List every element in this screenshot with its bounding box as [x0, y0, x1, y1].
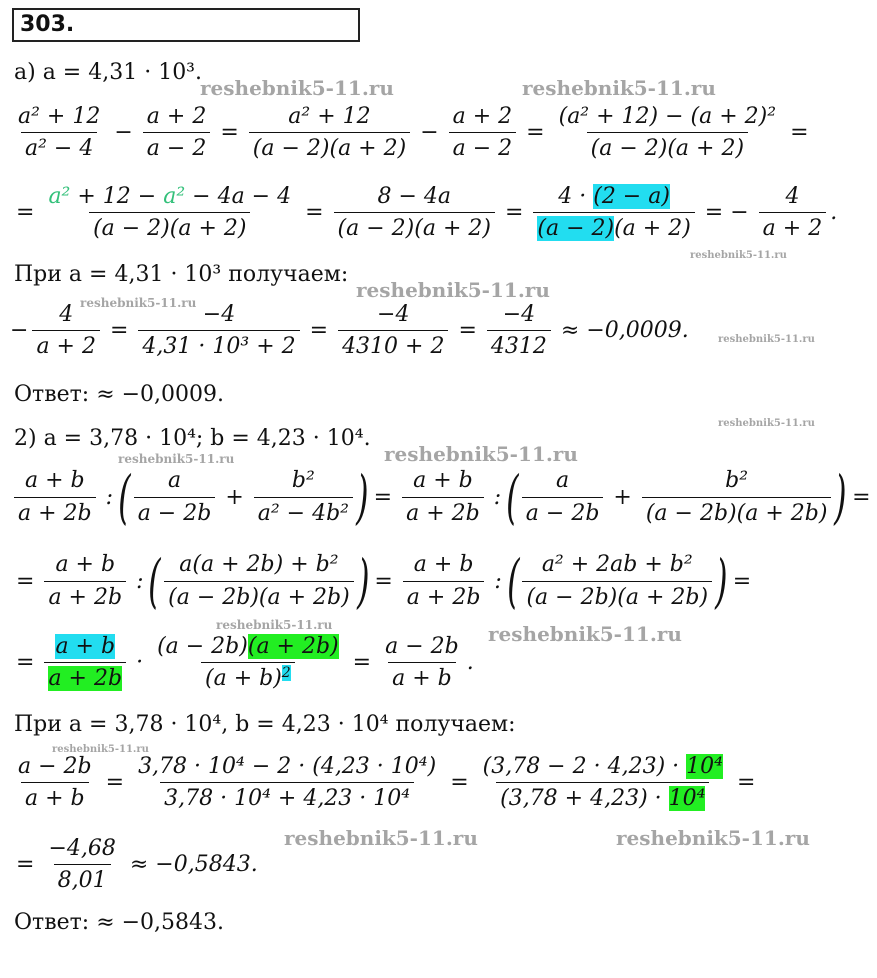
watermark: reshebnik5-11.ru [690, 250, 787, 261]
highlight-cyan: (a − 2) [537, 216, 615, 242]
highlight-cyan: a + b [55, 634, 116, 659]
part2-line5: = $\frac{-4,68}{8,01}$ ≈ −0,5843. [16, 836, 258, 894]
fraction: $\frac{a + b}{a + 2b}$ [14, 468, 96, 526]
fraction: $\frac{4}{a + 2}$ [32, 302, 100, 360]
part1-substitution: При a = 4,31 · 10³ получаем: [14, 262, 349, 287]
part1-line3: − $\frac{4}{a + 2}$ = $\frac{-4}{\text{4,31 · 10³ + 2}}$ = $\frac{-4}{4310 + 2}$ = $\frac{-4}{4312}$ ≈ −0,0009. [10, 302, 689, 360]
fraction: $\frac{a + 2}{a - 2}$ [449, 104, 517, 162]
part2-line4: $\frac{a - 2b}{a + b}$ = $\frac{\text{3,78 · 10⁴ − 2 · (4,23 · 10⁴)}}{\text{3,78 · 10⁴ + 4,23 · 10⁴}}$ = $\frac{\text{(3,78 − 2 · 4,23) · 10⁴}}{\text{(3,78 + 4,23) · 10⁴}}$ = [10, 754, 761, 812]
part1-given: а) a = 4,31 · 10³. [14, 60, 202, 85]
highlight-cyan: (2 − a) [593, 184, 670, 209]
part2-line1: $\frac{a + b}{a + 2b}$ : ( $\frac{a}{a - 2b}$ + $\frac{\text{b²}}{\text{a² − 4b²}}$ ) = $\frac{a + b}{a + 2b}$ : ( $\frac{a}{a - 2b}$ + $\frac{\text{b²}}{(a - 2b)(a + 2b)}$ ) = [10, 468, 877, 526]
watermark: reshebnik5-11.ru [616, 826, 810, 850]
fraction: $\frac{a}{a - 2b}$ [522, 468, 604, 526]
watermark: reshebnik5-11.ru [718, 334, 815, 345]
fraction: $\frac{\text{b²}}{\text{a² − 4b²}}$ [254, 468, 353, 526]
fraction: $\frac{(a - 2b)(a + 2b)}{(a + b)^2}$ [157, 634, 339, 692]
part2-substitution: При a = 3,78 · 10⁴, b = 4,23 · 10⁴ получаем: [14, 712, 516, 737]
highlight-green: (a + 2b) [247, 634, 339, 659]
part2-line2: = $\frac{a + b}{a + 2b}$ : ( $\frac{\text{a(a + 2b) + b²}}{(a - 2b)(a + 2b)}$ ) = $\frac{a + b}{a + 2b}$ : ( $\frac{\text{a² + 2ab + b²}}{(a - 2b)(a + 2b)}$ ) = [16, 547, 752, 615]
part1-answer: Ответ: ≈ −0,0009. [14, 382, 225, 407]
fraction: $\frac{a + b}{a + 2b}$ [402, 468, 484, 526]
watermark: reshebnik5-11.ru [52, 744, 149, 755]
highlight-cyan: 2 [281, 664, 291, 681]
fraction: $\frac{8 - 4a}{(a - 2)(a + 2)}$ [334, 184, 495, 242]
fraction: $\frac{-4,68}{8,01}$ [48, 836, 116, 894]
highlight-green: a + 2b [48, 666, 123, 692]
watermark: reshebnik5-11.ru [216, 618, 333, 632]
watermark: reshebnik5-11.ru [80, 296, 197, 310]
part2-answer: Ответ: ≈ −0,5843. [14, 910, 225, 935]
fraction: $\frac{-4}{4310 + 2}$ [338, 302, 448, 360]
fraction: $\frac{a - 2b}{a + b}$ [18, 754, 92, 812]
watermark: reshebnik5-11.ru [384, 442, 578, 466]
watermark: reshebnik5-11.ru [284, 826, 478, 850]
watermark: reshebnik5-11.ru [356, 278, 550, 302]
fraction: $\frac{\text{b²}}{(a - 2b)(a + 2b)}$ [642, 468, 832, 526]
fraction: $\frac{4}{a + 2}$ [759, 184, 827, 242]
watermark: reshebnik5-11.ru [200, 76, 394, 100]
highlight-green: 10⁴ [668, 786, 706, 812]
fraction: $\frac{a}{a - 2b}$ [134, 468, 216, 526]
fraction [44, 634, 126, 692]
fraction: $\frac{\text{a² + 2ab + b²}}{(a - 2b)(a + 2b)}$ [522, 552, 712, 610]
fraction: $\frac{a + 2}{a - 2}$ [143, 104, 211, 162]
watermark: reshebnik5-11.ru [522, 76, 716, 100]
part1-line2: = $\frac{\text{a² + 12 − a² − 4a − 4}}{(a - 2)(a + 2)}$ = $\frac{8 - 4a}{(a - 2)(a + 2)}$ = $\frac{4 \cdot (2 - a)}{(a - 2)(a + 2)}$ = − $\frac{4}{a + 2}$ . [16, 184, 838, 242]
fraction: $\frac{\text{a² + 12 − a² − 4a − 4}}{(a - 2)(a + 2)}$ [48, 184, 292, 242]
part2-given: 2) a = 3,78 · 10⁴; b = 4,23 · 10⁴. [14, 426, 371, 451]
part1-line1: $\frac{\text{a² + 12}}{\text{a² − 4}}$ − $\frac{a + 2}{a - 2}$ = $\frac{\text{a² + 12}}{(a - 2)(a + 2)}$ − $\frac{a + 2}{a - 2}$ = $\frac{\text{(a² + 12) − (a + 2)²}}{(a - 2)(a + 2)}$ = [10, 104, 815, 162]
highlight-green: 10⁴ [686, 754, 723, 779]
fraction: $\frac{\text{a² + 12}}{\text{a² − 4}}$ [18, 104, 101, 162]
problem-number: 303. [20, 12, 75, 37]
fraction: $\frac{a + b}{a + 2b}$ [44, 552, 126, 610]
watermark: reshebnik5-11.ru [718, 418, 815, 429]
fraction: $\frac{a + b}{a + 2b}$ [403, 552, 485, 610]
fraction: $\frac{\text{3,78 · 10⁴ − 2 · (4,23 · 10⁴)}}{\text{3,78 · 10⁴ + 4,23 · 10⁴}}$ [138, 754, 437, 812]
part2-line3: = $\frac{a + b}{a + 2b}$ · $\frac{(a - 2b)(a + 2b)}{(a + b)^2}$ = $\frac{a - 2b}{a + b}$ . [16, 634, 474, 692]
fraction: $\frac{\text{a² + 12}}{(a - 2)(a + 2)}$ [249, 104, 410, 162]
fraction: $\frac{-4}{\text{4,31 · 10³ + 2}}$ [138, 302, 299, 360]
fraction: $\frac{\text{(a² + 12) − (a + 2)²}}{(a - 2)(a + 2)}$ [558, 104, 777, 162]
fraction: $\frac{-4}{4312}$ [487, 302, 551, 360]
watermark: reshebnik5-11.ru [488, 622, 682, 646]
watermark: reshebnik5-11.ru [118, 452, 235, 466]
fraction: $\frac{4 \cdot (2 - a)}{(a - 2)(a + 2)}$ [533, 184, 694, 242]
fraction: $\frac{\text{a(a + 2b) + b²}}{(a - 2b)(a + 2b)}$ [164, 552, 354, 610]
fraction: $\frac{\text{(3,78 − 2 · 4,23) · 10⁴}}{\text{(3,78 + 4,23) · 10⁴}}$ [482, 754, 723, 812]
problem-number-box [12, 8, 360, 42]
fraction: $\frac{a - 2b}{a + b}$ [385, 634, 459, 692]
